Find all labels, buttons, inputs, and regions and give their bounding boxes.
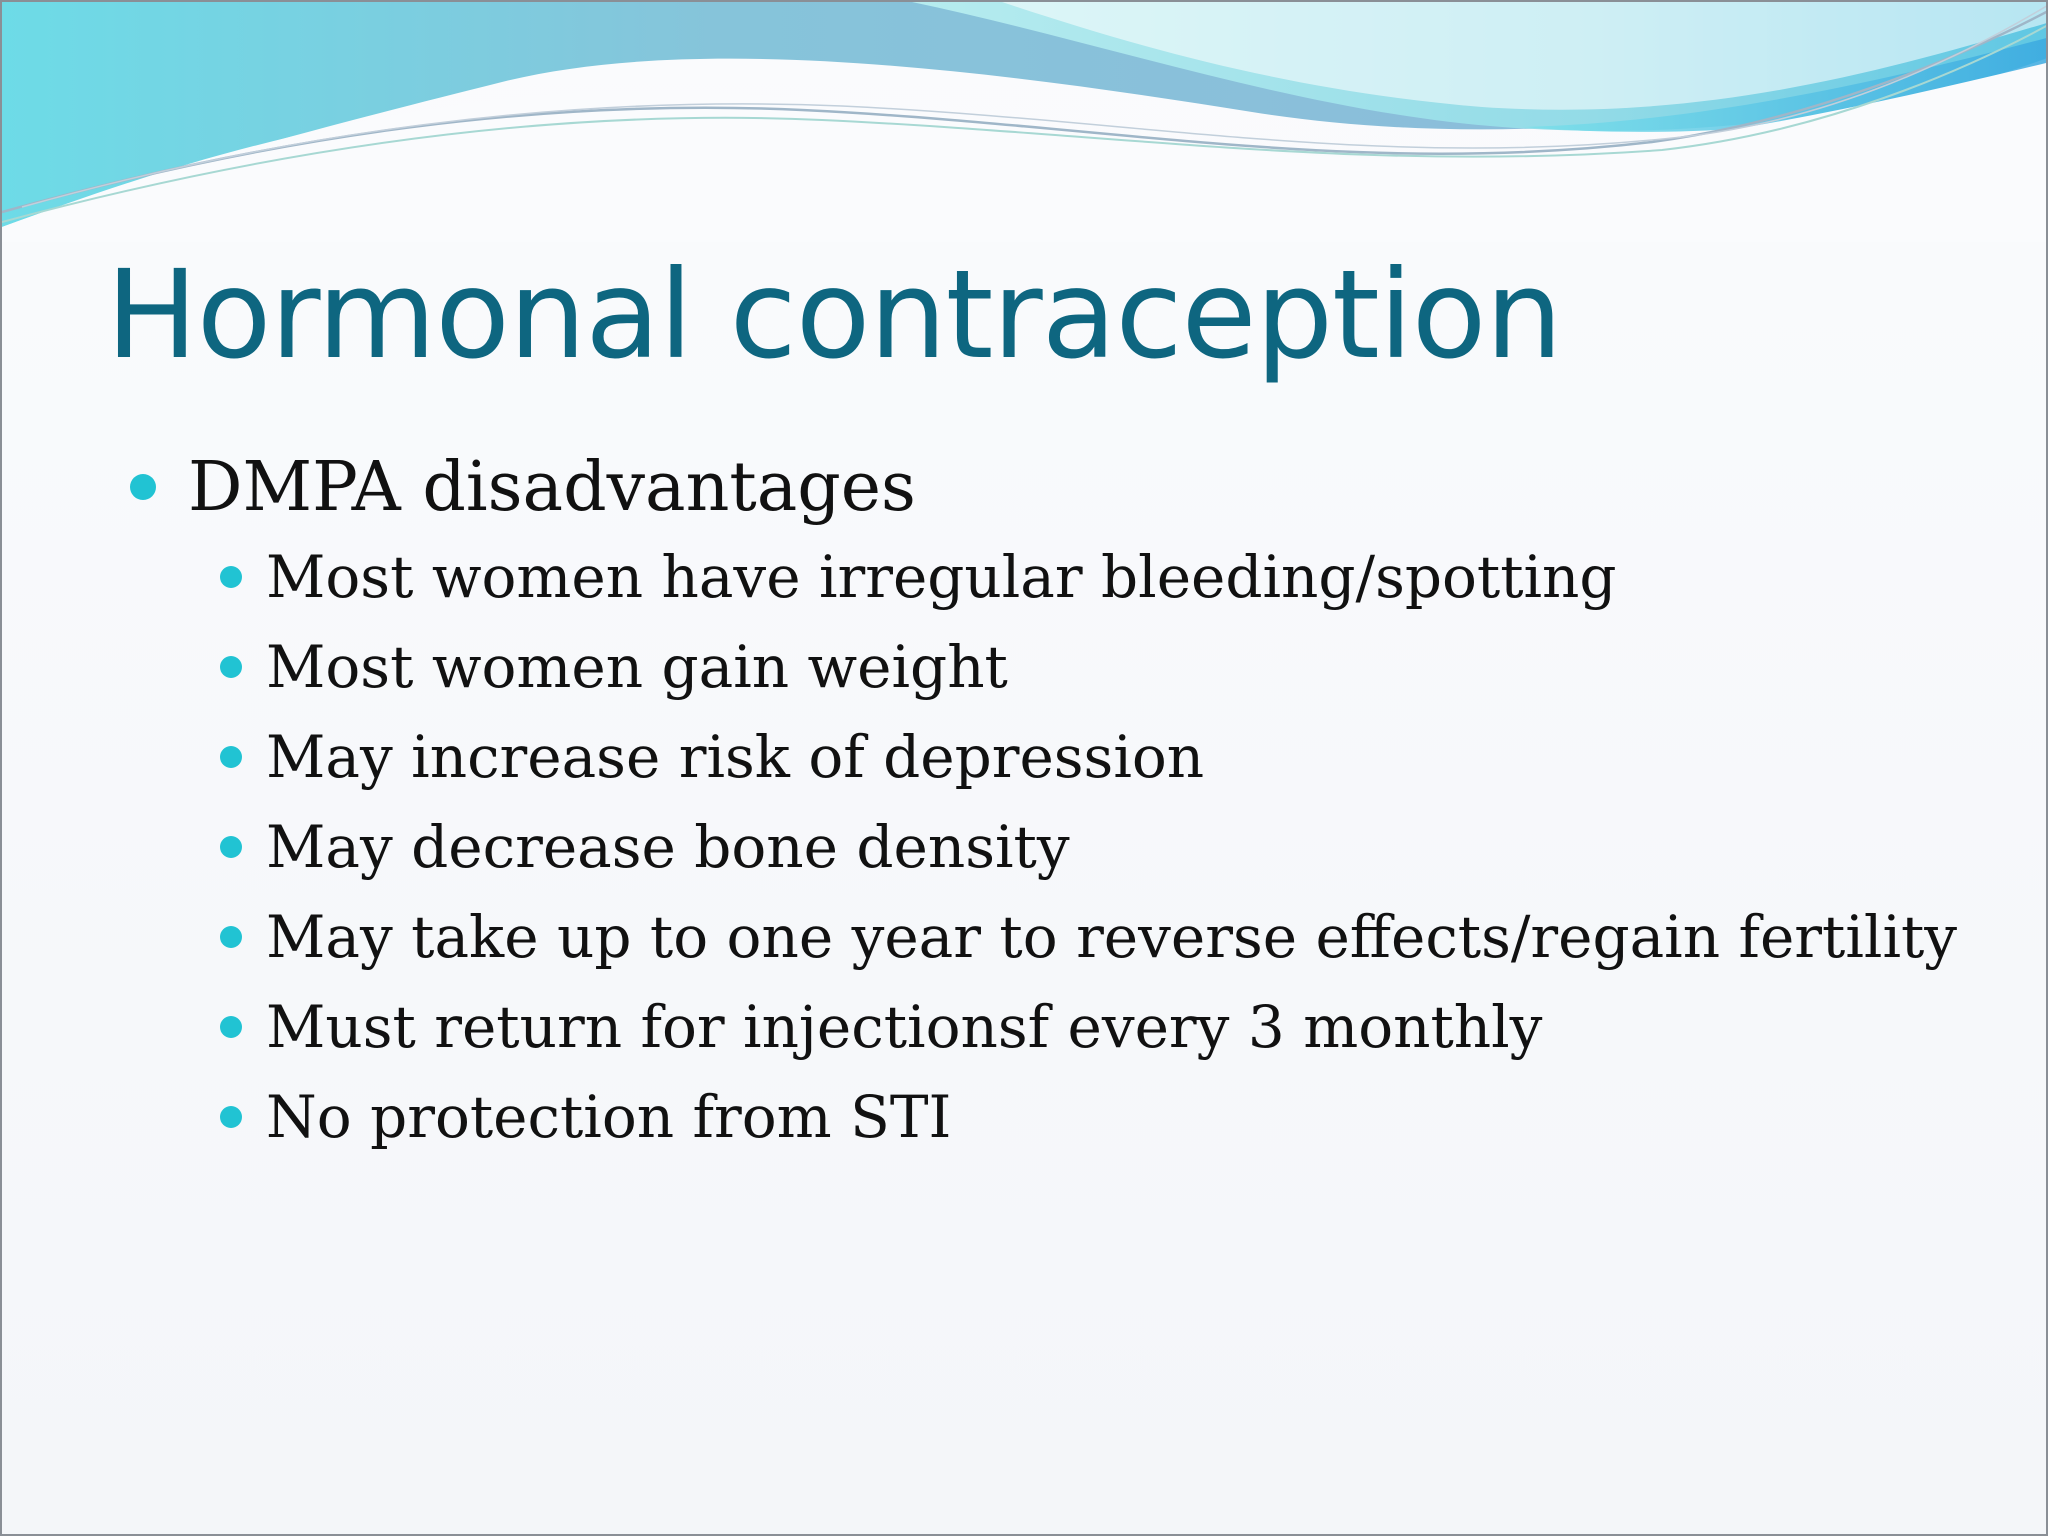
header-wave-decoration: [2, 2, 2048, 242]
sub-bullet-list: [130, 532, 1957, 1162]
sub-bullet-text: Must return for injectionsf every 3 monthly: [266, 993, 1543, 1061]
bullet-dot-icon: [130, 474, 156, 500]
bullet-list: [130, 442, 1957, 1162]
bullet-dot-icon: [220, 566, 242, 588]
bullet-dot-icon: [220, 1106, 242, 1128]
sub-bullet-item: [220, 892, 1957, 982]
bullet-text: DMPA disadvantages: [188, 447, 916, 527]
sub-bullet-item: [220, 1072, 1957, 1162]
sub-bullet-text: Most women have irregular bleeding/spotting: [266, 543, 1617, 611]
bullet-dot-icon: [220, 746, 242, 768]
sub-bullet-item: [220, 982, 1957, 1072]
bullet-dmpa-disadvantages: [130, 442, 1957, 532]
slide-title: Hormonal contraception: [106, 244, 1562, 386]
sub-bullet-text: May take up to one year to reverse effects/regain fertility: [266, 903, 1958, 971]
sub-bullet-text: No protection from STI: [266, 1083, 952, 1151]
sub-bullet-item: [220, 622, 1957, 712]
bullet-dot-icon: [220, 926, 242, 948]
sub-bullet-text: May decrease bone density: [266, 813, 1070, 881]
bullet-dot-icon: [220, 656, 242, 678]
bullet-dot-icon: [220, 836, 242, 858]
sub-bullet-text: Most women gain weight: [266, 633, 1008, 701]
sub-bullet-group: [130, 532, 1957, 1162]
sub-bullet-item: [220, 532, 1957, 622]
sub-bullet-item: [220, 802, 1957, 892]
bullet-dot-icon: [220, 1016, 242, 1038]
sub-bullet-item: [220, 712, 1957, 802]
sub-bullet-text: May increase risk of depression: [266, 723, 1205, 791]
